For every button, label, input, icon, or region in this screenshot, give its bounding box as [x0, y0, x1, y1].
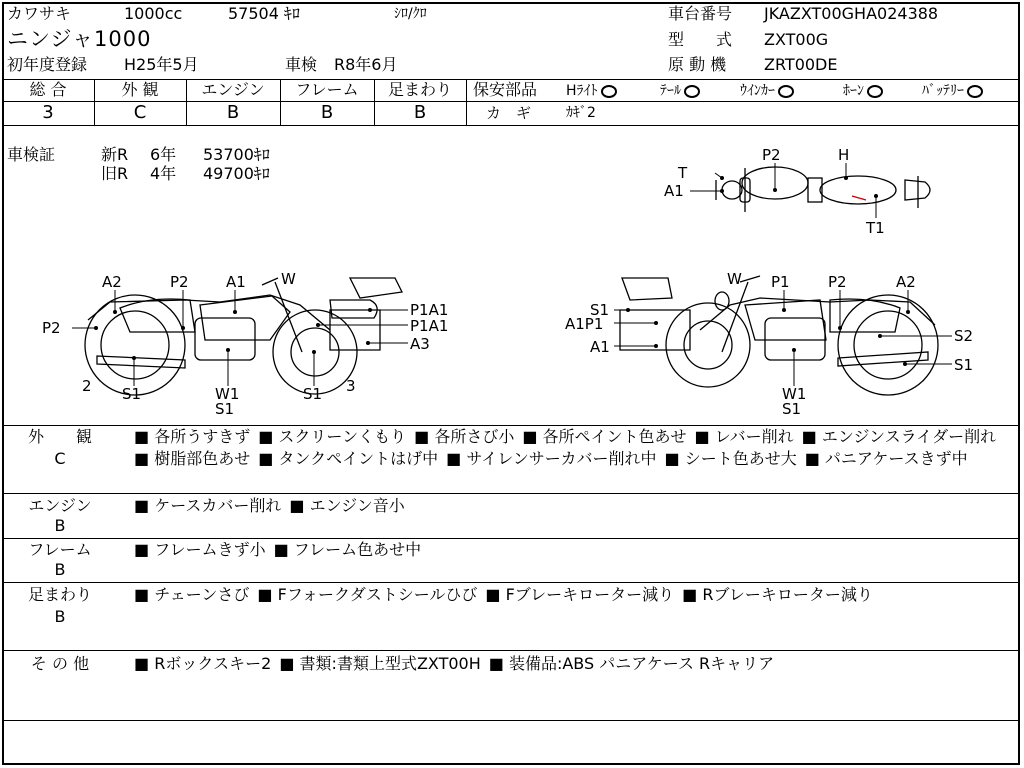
key-label: カ ギ: [486, 104, 532, 122]
section-suspension-notes: ■ チェーンさび■ Fフォークダストシールひび■ Fブレーキローター減り■ Rブレーキローター減り: [134, 584, 1010, 606]
grade-overall: 3: [42, 102, 54, 123]
shaken-old-km: 49700ｷﾛ: [203, 164, 270, 183]
first-registration-value: H25年5月: [124, 55, 199, 74]
safety-headlight: Hﾗｲﾄ: [566, 82, 617, 100]
diagram-label: A1: [226, 273, 246, 291]
shaken-new-label: 新R: [101, 145, 129, 164]
frame-number-value: JKAZXT00GHA024388: [764, 4, 939, 23]
diagram-label: W1: [782, 385, 807, 403]
grade-suspension: B: [413, 102, 427, 123]
color: ｼﾛ/ｸﾛ: [394, 6, 427, 22]
diagram-label: W: [727, 270, 742, 288]
top-view-diagram: [716, 167, 930, 212]
section-other-label: そ の 他: [30, 654, 90, 673]
key-value: ｶｷﾞ2: [566, 105, 596, 121]
maker: カワサキ: [7, 4, 72, 23]
diagram-label: A1P1: [565, 315, 604, 333]
grade-header-exterior: 外 観: [121, 80, 159, 99]
safety-horn: ﾎｰﾝ: [843, 82, 883, 100]
diagram-label: S1: [122, 385, 142, 403]
grade-header-overall: 総 合: [29, 80, 67, 99]
shaken-old-year: 4年: [150, 164, 177, 183]
section-engine-notes: ■ ケースカバー削れ■ エンジン音小: [134, 495, 1010, 517]
diagram-label: P1A1: [410, 317, 449, 335]
diagram-label: 2: [82, 377, 92, 395]
first-registration-label: 初年度登録: [7, 55, 88, 74]
displacement: 1000cc: [124, 4, 183, 23]
grade-header-frame: フレーム: [295, 80, 359, 99]
section-frame-label: フレーム: [28, 540, 92, 559]
diagram-label: P2: [828, 273, 847, 291]
engine-code-value: ZRT00DE: [764, 55, 838, 74]
safety-winker: ｳｲﾝｶｰ: [740, 82, 794, 100]
diagram-label: S1: [303, 385, 323, 403]
model-code-label: 型 式: [668, 30, 733, 49]
diagram-label: P1A1: [410, 301, 449, 319]
diagram-label: A1: [590, 338, 610, 356]
diagram-label: P2: [762, 146, 781, 164]
safety-battery: ﾊﾞｯﾃﾘｰ: [922, 82, 983, 100]
diagram-label: P2: [42, 319, 61, 337]
engine-code-label: 原 動 機: [668, 55, 727, 74]
diagram-label: 3: [346, 377, 356, 395]
safety-parts-label: 保安部品: [473, 80, 538, 99]
grade-engine: B: [226, 102, 240, 123]
section-suspension-label: 足まわり: [27, 585, 92, 604]
section-other-notes: ■ Rボックスキー2■ 書類:書類上型式ZXT00H■ 装備品:ABS パニアケース Rキャリア: [134, 653, 1010, 675]
section-engine-label: エンジン: [28, 496, 92, 515]
frame-number-label: 車台番号: [668, 4, 733, 23]
shaken-new-year: 6年: [150, 145, 177, 164]
model-name: ニンジャ1000: [7, 27, 152, 51]
section-frame-grade: B: [54, 560, 66, 579]
diagram-label: A3: [410, 335, 430, 353]
diagram-label: P1: [771, 273, 790, 291]
diagram-label: S2: [954, 327, 974, 345]
shaken-old-label: 旧R: [101, 164, 129, 183]
grade-header-suspension: 足まわり: [387, 80, 452, 99]
diagram-label: T: [678, 164, 688, 182]
grade-frame: B: [320, 102, 334, 123]
diagram-label: P2: [170, 273, 189, 291]
safety-taillight: ﾃｰﾙ: [660, 82, 700, 100]
divider: [2, 650, 1020, 651]
section-engine-grade: B: [54, 516, 66, 535]
diagram-label: A2: [896, 273, 916, 291]
shaken-new-km: 53700ｷﾛ: [203, 145, 270, 164]
grade-header-engine: エンジン: [201, 80, 265, 99]
diagram-label: W1: [215, 385, 240, 403]
diagram-label: S1: [215, 400, 235, 418]
inspection-label: 車検: [285, 55, 318, 74]
diagram-label: S1: [590, 301, 610, 319]
divider: [2, 720, 1020, 721]
diagram-label: T1: [866, 219, 885, 237]
model-code-value: ZXT00G: [764, 30, 829, 49]
diagram-label: A2: [102, 273, 122, 291]
inspection-value: R8年6月: [334, 55, 398, 74]
section-exterior-notes: ■ 各所うすきず■ スクリーンくもり■ 各所さび小■ 各所ペイント色あせ■ レバー削れ■ エンジンスライダー削れ■ 樹脂部色あせ■ タンクペイントはげ中■ サイレンサーカバー削れ中■ シート色あせ大■ パニアケースきず中: [134, 426, 1010, 470]
divider: [2, 582, 1020, 583]
grade-exterior: C: [133, 102, 147, 123]
section-suspension-grade: B: [54, 607, 66, 626]
diagram-label: S1: [954, 356, 974, 374]
diagram-label: S1: [782, 400, 802, 418]
diagram-label: A1: [664, 182, 684, 200]
section-exterior-label: 外 観: [27, 427, 92, 446]
section-frame-notes: ■ フレームきず小■ フレーム色あせ中: [134, 539, 1010, 561]
section-exterior-grade: C: [54, 449, 66, 468]
diagram-label: W: [281, 270, 296, 288]
shaken-label: 車検証: [7, 145, 56, 164]
divider: [2, 493, 1020, 494]
diagram-label: H: [838, 146, 850, 164]
mileage: 57504 ｷﾛ: [228, 4, 300, 23]
